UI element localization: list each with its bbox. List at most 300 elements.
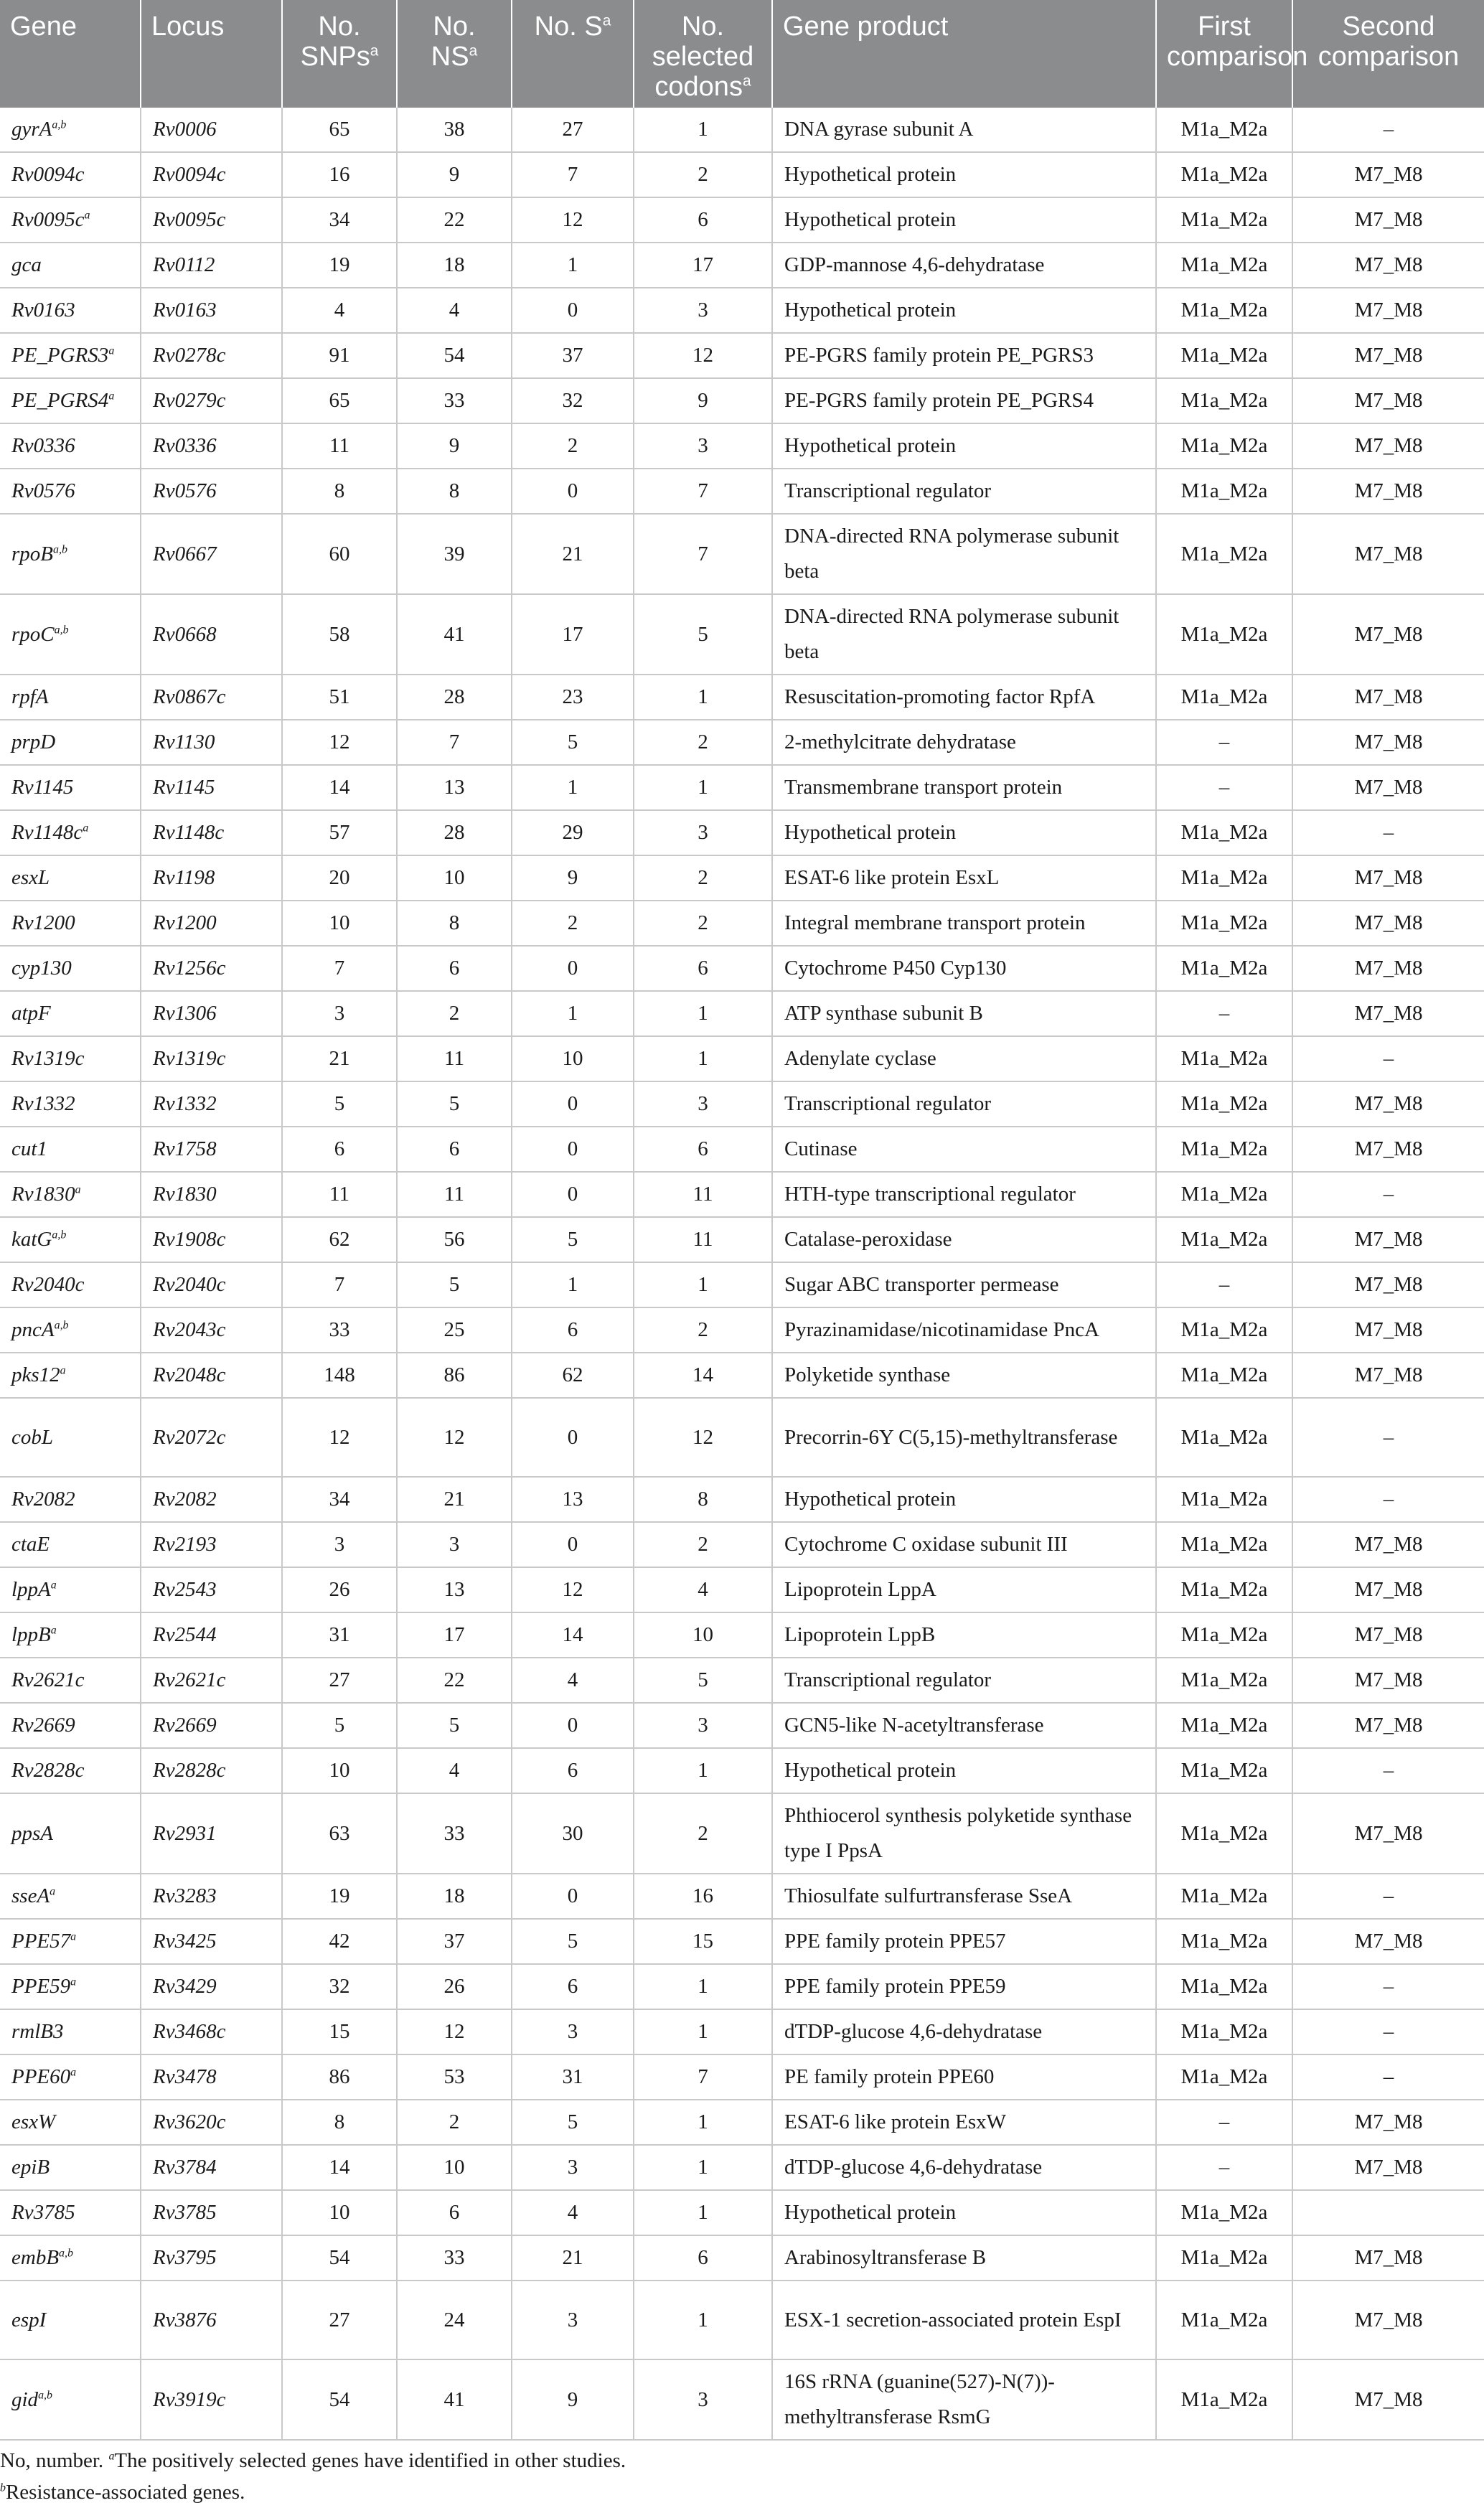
cell-gene-product: dTDP-glucose 4,6-dehydratase (772, 2145, 1156, 2190)
cell-gene: atpF (0, 991, 141, 1036)
cell-ns: 5 (397, 1703, 512, 1748)
cell-locus: Rv2082 (141, 1477, 282, 1522)
cell-snps: 65 (282, 378, 397, 423)
cell-snps: 11 (282, 1172, 397, 1217)
cell-selected-codons: 1 (634, 1036, 772, 1081)
cell-gene-product: Hypothetical protein (772, 810, 1156, 855)
cell-snps: 3 (282, 991, 397, 1036)
cell-gene-product: ESAT-6 like protein EsxL (772, 855, 1156, 901)
cell-selected-codons: 1 (634, 2190, 772, 2235)
cell-second-comparison: M7_M8 (1292, 2359, 1484, 2440)
cell-second-comparison: M7_M8 (1292, 288, 1484, 333)
cell-s: 23 (512, 675, 634, 720)
table-row (0, 1398, 1484, 1477)
header-row (0, 0, 1484, 108)
cell-locus: Rv3795 (141, 2235, 282, 2281)
cell-gene: PE_PGRS3$^a$ (0, 333, 141, 378)
cell-first-comparison: – (1156, 2100, 1292, 2145)
cell-locus: Rv0278c (141, 333, 282, 378)
cell-selected-codons: 2 (634, 1793, 772, 1874)
cell-second-comparison: M7_M8 (1292, 152, 1484, 197)
table-row (0, 1127, 1484, 1172)
table-row (0, 469, 1484, 514)
cell-selected-codons: 1 (634, 108, 772, 152)
cell-gene: Rv0576 (0, 469, 141, 514)
cell-s: 0 (512, 1874, 634, 1919)
cell-second-comparison: M7_M8 (1292, 1262, 1484, 1307)
cell-gene-product: Adenylate cyclase (772, 1036, 1156, 1081)
cell-first-comparison: M1a_M2a (1156, 1307, 1292, 1353)
cell-gene-product: Resuscitation-promoting factor RpfA (772, 675, 1156, 720)
cell-second-comparison: M7_M8 (1292, 901, 1484, 946)
gene-footnote-marker: a (84, 209, 90, 222)
cell-first-comparison: M1a_M2a (1156, 469, 1292, 514)
gene-footnote-marker: a (108, 344, 115, 357)
table-body (0, 108, 1484, 2440)
cell-s: 0 (512, 1127, 634, 1172)
cell-gene-product: Pyrazinamidase/nicotinamidase PncA (772, 1307, 1156, 1353)
cell-locus: Rv3919c (141, 2359, 282, 2440)
table-row (0, 2145, 1484, 2190)
footnote-line-2: $^b$Resistance-associated genes. (0, 2481, 245, 2504)
cell-first-comparison: M1a_M2a (1156, 810, 1292, 855)
cell-gene: Rv0336 (0, 423, 141, 469)
table-row (0, 594, 1484, 675)
cell-s: 6 (512, 1307, 634, 1353)
cell-selected-codons: 11 (634, 1172, 772, 1217)
cell-first-comparison: M1a_M2a (1156, 2235, 1292, 2281)
cell-gene-product: 16S rRNA (guanine(527)-N(7))-methyltransferase RsmG (772, 2359, 1156, 2440)
cell-selected-codons: 1 (634, 1748, 772, 1793)
cell-gene: ppsA (0, 1793, 141, 1874)
cell-s: 62 (512, 1353, 634, 1398)
cell-first-comparison: – (1156, 1262, 1292, 1307)
cell-second-comparison: – (1292, 1398, 1484, 1477)
cell-second-comparison: M7_M8 (1292, 720, 1484, 765)
table-row (0, 1874, 1484, 1919)
cell-gene: Rv2828c (0, 1748, 141, 1793)
table-row (0, 288, 1484, 333)
cell-snps: 148 (282, 1353, 397, 1398)
cell-s: 0 (512, 1398, 634, 1477)
cell-snps: 58 (282, 594, 397, 675)
cell-second-comparison: M7_M8 (1292, 197, 1484, 243)
cell-snps: 3 (282, 1522, 397, 1567)
cell-s: 37 (512, 333, 634, 378)
cell-second-comparison: – (1292, 2054, 1484, 2100)
cell-first-comparison: M1a_M2a (1156, 1748, 1292, 1793)
cell-selected-codons: 3 (634, 423, 772, 469)
cell-gene-product: HTH-type transcriptional regulator (772, 1172, 1156, 1217)
cell-ns: 86 (397, 1353, 512, 1398)
cell-s: 9 (512, 855, 634, 901)
cell-second-comparison: M7_M8 (1292, 1127, 1484, 1172)
cell-gene-product: Lipoprotein LppB (772, 1612, 1156, 1658)
table-row (0, 765, 1484, 810)
cell-ns: 17 (397, 1612, 512, 1658)
cell-locus: Rv0006 (141, 108, 282, 152)
cell-locus: Rv2072c (141, 1398, 282, 1477)
cell-s: 2 (512, 423, 634, 469)
cell-second-comparison: M7_M8 (1292, 243, 1484, 288)
cell-gene-product: Thiosulfate sulfurtransferase SseA (772, 1874, 1156, 1919)
cell-selected-codons: 1 (634, 991, 772, 1036)
cell-first-comparison: – (1156, 720, 1292, 765)
cell-selected-codons: 7 (634, 2054, 772, 2100)
cell-first-comparison: M1a_M2a (1156, 288, 1292, 333)
cell-s: 2 (512, 901, 634, 946)
table-row (0, 1477, 1484, 1522)
cell-s: 10 (512, 1036, 634, 1081)
cell-selected-codons: 2 (634, 720, 772, 765)
cell-snps: 62 (282, 1217, 397, 1262)
cell-snps: 15 (282, 2009, 397, 2054)
cell-second-comparison: M7_M8 (1292, 1658, 1484, 1703)
cell-ns: 9 (397, 152, 512, 197)
table-row (0, 197, 1484, 243)
cell-selected-codons: 2 (634, 855, 772, 901)
cell-locus: Rv3429 (141, 1964, 282, 2009)
cell-ns: 41 (397, 594, 512, 675)
cell-selected-codons: 5 (634, 1658, 772, 1703)
table-row (0, 2359, 1484, 2440)
cell-selected-codons: 3 (634, 810, 772, 855)
cell-snps: 51 (282, 675, 397, 720)
cell-gene: PPE57$^a$ (0, 1919, 141, 1964)
cell-ns: 18 (397, 1874, 512, 1919)
cell-snps: 14 (282, 765, 397, 810)
cell-gene-product: DNA-directed RNA polymerase subunit beta (772, 514, 1156, 594)
table-row (0, 152, 1484, 197)
cell-gene-product: Polyketide synthase (772, 1353, 1156, 1398)
table-row (0, 2235, 1484, 2281)
cell-ns: 2 (397, 2100, 512, 2145)
cell-gene: Rv1830$^a$ (0, 1172, 141, 1217)
cell-first-comparison: M1a_M2a (1156, 2281, 1292, 2359)
cell-snps: 54 (282, 2235, 397, 2281)
cell-locus: Rv1319c (141, 1036, 282, 1081)
table-row (0, 1217, 1484, 1262)
cell-second-comparison: M7_M8 (1292, 1081, 1484, 1127)
table-row (0, 1964, 1484, 2009)
cell-s: 1 (512, 765, 634, 810)
cell-snps: 91 (282, 333, 397, 378)
cell-second-comparison: M7_M8 (1292, 1919, 1484, 1964)
cell-locus: Rv0094c (141, 152, 282, 197)
cell-second-comparison: – (1292, 810, 1484, 855)
cell-gene: rmlB3 (0, 2009, 141, 2054)
cell-snps: 27 (282, 1658, 397, 1703)
cell-s: 3 (512, 2145, 634, 2190)
cell-snps: 12 (282, 720, 397, 765)
cell-locus: Rv3425 (141, 1919, 282, 1964)
cell-gene-product: 2-methylcitrate dehydratase (772, 720, 1156, 765)
cell-ns: 8 (397, 901, 512, 946)
cell-snps: 19 (282, 1874, 397, 1919)
table-row (0, 720, 1484, 765)
table-row (0, 2100, 1484, 2145)
cell-ns: 37 (397, 1919, 512, 1964)
table-row (0, 1612, 1484, 1658)
cell-locus: Rv0336 (141, 423, 282, 469)
cell-snps: 10 (282, 901, 397, 946)
cell-ns: 38 (397, 108, 512, 152)
cell-s: 5 (512, 2100, 634, 2145)
header-gene: Gene (0, 0, 141, 108)
cell-gene-product: Hypothetical protein (772, 1477, 1156, 1522)
cell-snps: 19 (282, 243, 397, 288)
table-row (0, 1036, 1484, 1081)
cell-s: 5 (512, 720, 634, 765)
cell-selected-codons: 1 (634, 2145, 772, 2190)
cell-locus: Rv1306 (141, 991, 282, 1036)
cell-s: 4 (512, 1658, 634, 1703)
cell-first-comparison: M1a_M2a (1156, 675, 1292, 720)
gene-footnote-marker: a (75, 1183, 81, 1196)
cell-locus: Rv1148c (141, 810, 282, 855)
cell-selected-codons: 1 (634, 2009, 772, 2054)
cell-locus: Rv3785 (141, 2190, 282, 2235)
table-row (0, 2054, 1484, 2100)
cell-s: 31 (512, 2054, 634, 2100)
cell-first-comparison: M1a_M2a (1156, 946, 1292, 991)
gene-footnote-marker: a (50, 1624, 57, 1637)
cell-first-comparison: M1a_M2a (1156, 378, 1292, 423)
cell-snps: 11 (282, 423, 397, 469)
cell-second-comparison: M7_M8 (1292, 594, 1484, 675)
cell-locus: Rv3478 (141, 2054, 282, 2100)
cell-ns: 53 (397, 2054, 512, 2100)
cell-selected-codons: 4 (634, 1567, 772, 1612)
gene-footnote-marker: a,b (52, 1229, 67, 1241)
cell-s: 3 (512, 2009, 634, 2054)
cell-second-comparison: M7_M8 (1292, 765, 1484, 810)
cell-ns: 5 (397, 1081, 512, 1127)
cell-gene-product: Sugar ABC transporter permease (772, 1262, 1156, 1307)
cell-second-comparison: M7_M8 (1292, 991, 1484, 1036)
cell-second-comparison: M7_M8 (1292, 469, 1484, 514)
cell-gene: prpD (0, 720, 141, 765)
cell-locus: Rv2931 (141, 1793, 282, 1874)
cell-selected-codons: 6 (634, 2235, 772, 2281)
cell-s: 0 (512, 1172, 634, 1217)
gene-footnote-marker: a (50, 1885, 56, 1898)
cell-selected-codons: 8 (634, 1477, 772, 1522)
cell-gene: PE_PGRS4$^a$ (0, 378, 141, 423)
cell-gene-product: Hypothetical protein (772, 152, 1156, 197)
cell-ns: 39 (397, 514, 512, 594)
cell-s: 21 (512, 514, 634, 594)
cell-first-comparison: M1a_M2a (1156, 333, 1292, 378)
cell-snps: 7 (282, 1262, 397, 1307)
cell-locus: Rv0668 (141, 594, 282, 675)
cell-ns: 33 (397, 2235, 512, 2281)
cell-first-comparison: M1a_M2a (1156, 2054, 1292, 2100)
cell-ns: 3 (397, 1522, 512, 1567)
cell-gene-product: DNA gyrase subunit A (772, 108, 1156, 152)
table-row (0, 2009, 1484, 2054)
cell-selected-codons: 3 (634, 288, 772, 333)
cell-selected-codons: 3 (634, 1081, 772, 1127)
gene-footnote-marker: a,b (53, 543, 67, 555)
cell-locus: Rv0163 (141, 288, 282, 333)
cell-ns: 33 (397, 378, 512, 423)
header-snps: No. SNPs$^a$ (282, 0, 397, 108)
gene-footnote-marker: a,b (38, 2388, 52, 2401)
cell-first-comparison: M1a_M2a (1156, 1353, 1292, 1398)
cell-snps: 5 (282, 1703, 397, 1748)
cell-selected-codons: 2 (634, 152, 772, 197)
cell-s: 7 (512, 152, 634, 197)
table-row (0, 1658, 1484, 1703)
cell-gene: Rv3785 (0, 2190, 141, 2235)
cell-second-comparison: M7_M8 (1292, 1567, 1484, 1612)
cell-locus: Rv2544 (141, 1612, 282, 1658)
cell-first-comparison: M1a_M2a (1156, 197, 1292, 243)
cell-snps: 34 (282, 1477, 397, 1522)
cell-s: 1 (512, 991, 634, 1036)
cell-ns: 24 (397, 2281, 512, 2359)
table-row (0, 1307, 1484, 1353)
cell-snps: 86 (282, 2054, 397, 2100)
cell-gene-product: DNA-directed RNA polymerase subunit beta (772, 594, 1156, 675)
cell-first-comparison: M1a_M2a (1156, 1612, 1292, 1658)
cell-snps: 12 (282, 1398, 397, 1477)
cell-second-comparison: M7_M8 (1292, 423, 1484, 469)
cell-ns: 10 (397, 855, 512, 901)
cell-gene: lppB$^a$ (0, 1612, 141, 1658)
cell-ns: 6 (397, 1127, 512, 1172)
cell-snps: 57 (282, 810, 397, 855)
cell-second-comparison: M7_M8 (1292, 514, 1484, 594)
gene-footnote-marker: a,b (52, 118, 67, 131)
table-row (0, 108, 1484, 152)
cell-snps: 4 (282, 288, 397, 333)
cell-selected-codons: 11 (634, 1217, 772, 1262)
cell-snps: 27 (282, 2281, 397, 2359)
cell-selected-codons: 16 (634, 1874, 772, 1919)
cell-s: 9 (512, 2359, 634, 2440)
cell-gene-product: Transcriptional regulator (772, 469, 1156, 514)
cell-locus: Rv1830 (141, 1172, 282, 1217)
cell-gene: epiB (0, 2145, 141, 2190)
cell-gene: esxW (0, 2100, 141, 2145)
cell-ns: 8 (397, 469, 512, 514)
cell-second-comparison: M7_M8 (1292, 2145, 1484, 2190)
cell-second-comparison: – (1292, 108, 1484, 152)
cell-gene-product: Precorrin-6Y C(5,15)-methyltransferase (772, 1398, 1156, 1477)
cell-ns: 11 (397, 1172, 512, 1217)
cell-s: 4 (512, 2190, 634, 2235)
cell-gene: espI (0, 2281, 141, 2359)
table-row (0, 1081, 1484, 1127)
cell-gene-product: Arabinosyltransferase B (772, 2235, 1156, 2281)
cell-gene-product: Lipoprotein LppA (772, 1567, 1156, 1612)
cell-gene: lppA$^a$ (0, 1567, 141, 1612)
cell-first-comparison: M1a_M2a (1156, 1703, 1292, 1748)
cell-second-comparison: M7_M8 (1292, 675, 1484, 720)
cell-snps: 8 (282, 469, 397, 514)
cell-first-comparison: – (1156, 2145, 1292, 2190)
cell-snps: 10 (282, 2190, 397, 2235)
cell-second-comparison: M7_M8 (1292, 2100, 1484, 2145)
cell-gene: rpoC$^{a,b}$ (0, 594, 141, 675)
cell-gene: sseA$^a$ (0, 1874, 141, 1919)
cell-gene-product: Transcriptional regulator (772, 1081, 1156, 1127)
cell-selected-codons: 2 (634, 1522, 772, 1567)
cell-selected-codons: 5 (634, 594, 772, 675)
cell-s: 1 (512, 1262, 634, 1307)
cell-snps: 60 (282, 514, 397, 594)
cell-ns: 11 (397, 1036, 512, 1081)
cell-locus: Rv2043c (141, 1307, 282, 1353)
cell-ns: 13 (397, 765, 512, 810)
table-row (0, 1262, 1484, 1307)
cell-ns: 9 (397, 423, 512, 469)
cell-snps: 34 (282, 197, 397, 243)
table-row (0, 1703, 1484, 1748)
cell-second-comparison: M7_M8 (1292, 1703, 1484, 1748)
cell-second-comparison: M7_M8 (1292, 1522, 1484, 1567)
cell-first-comparison: M1a_M2a (1156, 243, 1292, 288)
cell-gene: PPE60$^a$ (0, 2054, 141, 2100)
cell-second-comparison: – (1292, 2009, 1484, 2054)
cell-first-comparison: M1a_M2a (1156, 594, 1292, 675)
header-second-comparison: Second comparison (1292, 0, 1484, 108)
table-row (0, 946, 1484, 991)
cell-first-comparison: M1a_M2a (1156, 1036, 1292, 1081)
header-s: No. $S^a$ (512, 0, 634, 108)
cell-ns: 6 (397, 2190, 512, 2235)
cell-gene: Rv1200 (0, 901, 141, 946)
cell-gene-product: Hypothetical protein (772, 197, 1156, 243)
table-header (0, 0, 1484, 108)
cell-gene: esxL (0, 855, 141, 901)
gene-footnote-marker: a,b (54, 1319, 69, 1332)
cell-locus: Rv0112 (141, 243, 282, 288)
cell-gene-product: GDP-mannose 4,6-dehydratase (772, 243, 1156, 288)
cell-locus: Rv0095c (141, 197, 282, 243)
table-row (0, 675, 1484, 720)
cell-snps: 5 (282, 1081, 397, 1127)
cell-second-comparison: M7_M8 (1292, 2281, 1484, 2359)
cell-snps: 20 (282, 855, 397, 901)
cell-gene: $Rv1148c^a$ (0, 810, 141, 855)
table-row (0, 1793, 1484, 1874)
cell-selected-codons: 7 (634, 514, 772, 594)
cell-selected-codons: 14 (634, 1353, 772, 1398)
cell-locus: Rv2040c (141, 1262, 282, 1307)
cell-ns: 21 (397, 1477, 512, 1522)
cell-gene: cut1 (0, 1127, 141, 1172)
cell-ns: 22 (397, 1658, 512, 1703)
table-row (0, 378, 1484, 423)
cell-selected-codons: 3 (634, 2359, 772, 2440)
cell-gene-product: Hypothetical protein (772, 1748, 1156, 1793)
cell-s: 21 (512, 2235, 634, 2281)
cell-locus: Rv2193 (141, 1522, 282, 1567)
cell-second-comparison: M7_M8 (1292, 1353, 1484, 1398)
cell-ns: 54 (397, 333, 512, 378)
cell-gene: Rv2669 (0, 1703, 141, 1748)
cell-first-comparison: M1a_M2a (1156, 423, 1292, 469)
table-row (0, 514, 1484, 594)
cell-second-comparison: M7_M8 (1292, 1217, 1484, 1262)
cell-gene-product: dTDP-glucose 4,6-dehydratase (772, 2009, 1156, 2054)
cell-first-comparison: M1a_M2a (1156, 2009, 1292, 2054)
cell-snps: 63 (282, 1793, 397, 1874)
cell-ns: 28 (397, 675, 512, 720)
